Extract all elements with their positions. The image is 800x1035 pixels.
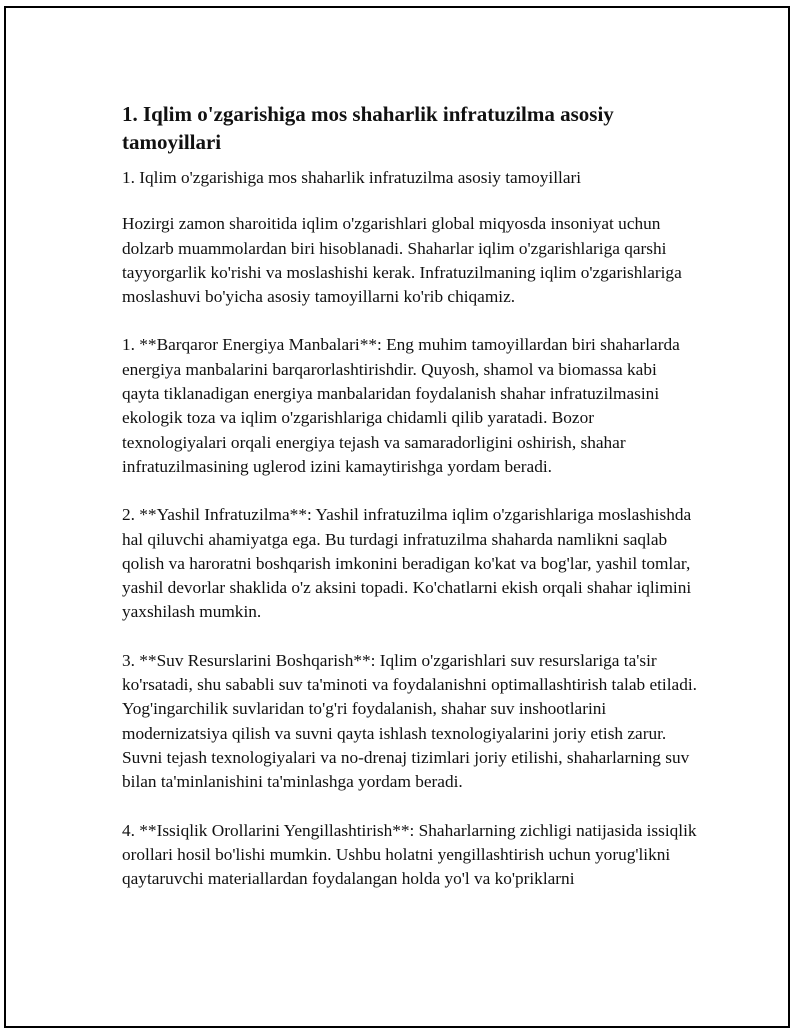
paragraph-heat-islands: 4. **Issiqlik Orollarini Yengillashtirish**: Shaharlarning zichligi natijasida issiqlik orollari hosil bo'lishi mumkin. Ushbu holatni yengillashtirish uchun yorug'likni qaytaruvchi materiallardan foydalangan holda yo'l va ko'priklarni (122, 820, 697, 889)
document-heading: 1. Iqlim o'zgarishiga mos shaharlik infratuzilma asosiy tamoyillari (122, 102, 614, 154)
document-subtitle: 1. Iqlim o'zgarishiga mos shaharlik infratuzilma asosiy tamoyillari (122, 168, 582, 187)
document-page (4, 6, 790, 1028)
paragraph-water-resources: 3. **Suv Resurslarini Boshqarish**: Iqlim o'zgarishlari suv resurslariga ta'sir ko'rsatadi, shu sababli suv ta'minoti va foydalanishni optimallashtirish talab etiladi. Yog'ingarchilik suvlaridan to'g'ri foydalanish, shahar suv inshootlarini modernizatsiya qilish va suvni qayta ishlash texnologiyalarini joriy etish zarur. Suvni tejash texnologiyalari va no-drenaj tizimlari joriy etilishi, shaharlarning suv bilan ta'minlanishini ta'minlashga yordam beradi. (122, 650, 697, 792)
paragraph-green-infrastructure: 2. **Yashil Infratuzilma**: Yashil infratuzilma iqlim o'zgarishlariga moslashishda hal qiluvchi ahamiyatga ega. Bu turdagi infratuzilma shaharda namlikni saqlab qolish va haroratni boshqarish imkonini beradigan ko'kat va bog'lar, yashil tomlar, yashil devorlar shaklida o'z aksini topadi. Ko'chatlarni ekish orqali shahar iqlimini yaxshilash mumkin. (122, 505, 692, 622)
document-content (122, 100, 698, 915)
intro-paragraph: Hozirgi zamon sharoitida iqlim o'zgarishlari global miqyosda insoniyat uchun dolzarb muammolardan biri hisoblanadi. Shaharlar iqlim o'zgarishlariga qarshi tayyorgarlik ko'rishi va moslashishi kerak. Infratuzilmaning iqlim o'zgarishlariga moslashuvi bo'yicha asosiy tamoyillarni ko'rib chiqamiz. (122, 214, 682, 307)
paragraph-energy: 1. **Barqaror Energiya Manbalari**: Eng muhim tamoyillardan biri shaharlarda energiya manbalarini barqarorlashtirishdir. Quyosh, shamol va biomassa kabi qayta tiklanadigan energiya manbalaridan foydalanish shahar infratuzilmasini ekologik toza va iqlim o'zgarishlariga chidamli qilib yaratadi. Bozor texnologiyalari orqali energiya tejash va samaradorligini oshirish, shahar infratuzilmasining uglerod izini kamaytirishga yordam beradi. (122, 335, 680, 476)
